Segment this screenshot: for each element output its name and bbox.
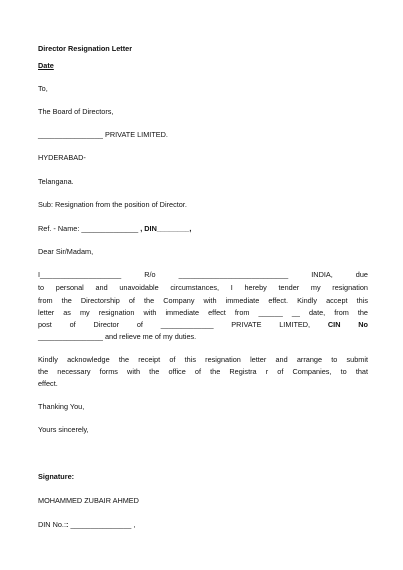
body1-line6: ________________ and relieve me of my duties.	[38, 332, 197, 341]
blank-name: I____________________	[38, 270, 122, 279]
body1-line5	[38, 320, 368, 329]
body2-line1: Kindly acknowledge the receipt of this resignation letter and arrange to submit	[38, 355, 368, 364]
reference-name: Ref. - Name: ______________	[38, 224, 139, 233]
din-line	[38, 520, 135, 529]
body1-line2: to personal and unavoidable circumstances, I hereby tender my resignation	[38, 283, 368, 292]
address-city: HYDERABAD-	[38, 153, 86, 162]
body1-line1	[38, 270, 368, 279]
reference-din: , DIN________,	[140, 224, 192, 233]
body1-line4: letter as my resignation with immediate effect from ______ __ date, from the	[38, 308, 368, 317]
address-board: The Board of Directors,	[38, 107, 114, 116]
signature-label: Signature:	[38, 472, 75, 481]
din-blank: _______________	[70, 520, 132, 529]
din-end: ,	[133, 520, 136, 529]
address-to: To,	[38, 84, 48, 93]
salutation: Dear Sir/Madam,	[38, 247, 94, 256]
signer-name: MOHAMMED ZUBAIR AHMED	[38, 496, 139, 505]
document-title: Director Resignation Letter	[38, 44, 133, 53]
reference-line	[38, 224, 191, 233]
address-state: Telangana.	[38, 177, 74, 186]
address-company: ________________ PRIVATE LIMITED.	[38, 130, 168, 139]
closing-thanks: Thanking You,	[38, 402, 85, 411]
blank-address: ___________________________	[178, 270, 289, 279]
country-text: INDIA, due	[311, 270, 368, 279]
date-label: Date	[38, 61, 54, 70]
body2-line3: effect.	[38, 379, 58, 388]
resident-of-label: R/o	[144, 270, 156, 279]
body2-line2: the necessary forms with the office of the Registra r of Companies, to that	[38, 367, 368, 376]
subject-line: Sub: Resignation from the position of Director.	[38, 200, 187, 209]
company-post-text: post of Director of _____________ PRIVATE LIMITED,	[38, 320, 311, 329]
body1-line3: from the Directorship of the Company with immediate effect. Kindly accept this	[38, 296, 368, 305]
din-label: DIN No.:	[38, 520, 66, 529]
cin-label: CIN No	[327, 320, 368, 329]
din-colon: :	[65, 520, 69, 529]
closing-yours: Yours sincerely,	[38, 425, 89, 434]
